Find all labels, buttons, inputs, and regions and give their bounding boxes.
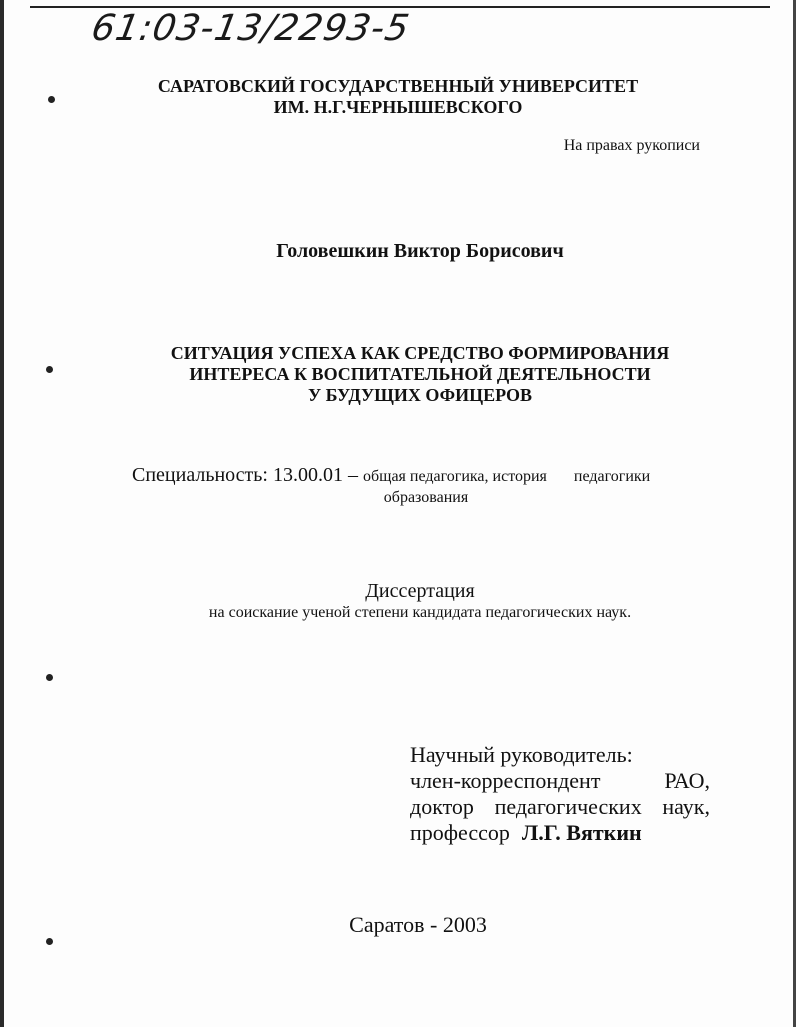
dissertation-degree: на соискание ученой степени кандидата педагогических наук.: [208, 604, 632, 621]
supervisor-degree-word-2: педагогических: [494, 794, 642, 819]
supervisor-degree-word-3: наук,: [662, 794, 710, 819]
specialty-dash: –: [347, 464, 358, 486]
university-line-1: САРАТОВСКИЙ ГОСУДАРСТВЕННЫЙ УНИВЕРСИТЕТ: [157, 76, 639, 96]
binding-hole-mark: [46, 674, 53, 681]
specialty-label: Специальность:: [132, 464, 268, 486]
specialty-desc-3: образования: [383, 489, 469, 506]
supervisor-academy: РАО,: [664, 768, 710, 793]
specialty-desc-1: общая педагогика, история: [362, 468, 547, 485]
dissertation-title: [0, 343, 796, 406]
supervisor-line-2: [410, 768, 710, 794]
city-year: Саратов - 2003: [349, 912, 487, 937]
supervisor-rank: профессор: [410, 820, 510, 845]
supervisor-line-3: [410, 794, 710, 820]
specialty-line: [132, 464, 650, 487]
author-name: Головешкин Виктор Борисович: [276, 240, 564, 262]
scan-left-edge: [0, 0, 4, 1027]
university-name: [0, 76, 796, 118]
supervisor-line-4: [410, 820, 710, 846]
title-line-1: СИТУАЦИЯ УСПЕХА КАК СРЕДСТВО ФОРМИРОВАНИЯ: [170, 343, 670, 363]
title-line-3: У БУДУЩИХ ОФИЦЕРОВ: [307, 385, 533, 405]
supervisor-name: Л.Г. Вяткин: [521, 820, 642, 845]
manuscript-note: На правах рукописи: [563, 137, 700, 154]
title-line-2: ИНТЕРЕСА К ВОСПИТАТЕЛЬНОЙ ДЕЯТЕЛЬНОСТИ: [189, 364, 651, 384]
handwritten-catalog-code: 61:03-13/2293-5: [88, 8, 413, 49]
specialty-code: 13.00.01: [272, 464, 343, 486]
binding-hole-mark: [46, 938, 53, 945]
specialty-desc-2: педагогики: [573, 468, 651, 485]
supervisor-degree-word-1: доктор: [410, 794, 474, 819]
supervisor-title: член-корреспондент: [410, 768, 601, 793]
dissertation-type: Диссертация: [365, 580, 475, 602]
university-line-2: ИМ. Н.Г.ЧЕРНЫШЕВСКОГО: [273, 97, 523, 117]
supervisor-block: [410, 742, 710, 846]
supervisor-heading: Научный руководитель:: [410, 742, 633, 767]
